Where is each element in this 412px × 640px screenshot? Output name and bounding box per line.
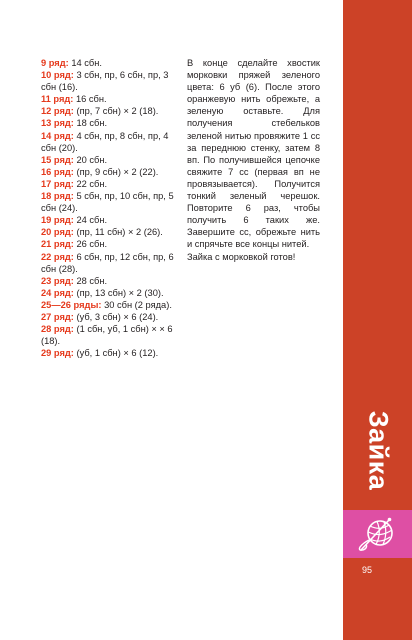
row-stitch-text: 4 сбн, пр, 8 сбн, пр, 4 сбн (20). xyxy=(41,130,169,153)
instruction-row xyxy=(41,154,177,166)
instruction-row xyxy=(41,166,177,178)
finishing-instructions-column xyxy=(187,57,320,263)
row-number-label: 10 ряд: xyxy=(41,70,74,81)
instruction-row xyxy=(41,69,177,93)
row-number-label: 29 ряд: xyxy=(41,348,74,359)
row-stitch-text: 16 сбн. xyxy=(73,94,107,105)
row-number-label: 22 ряд: xyxy=(41,251,74,262)
row-number-label: 23 ряд: xyxy=(41,275,74,286)
completion-line: Зайка с морковкой готов! xyxy=(187,251,296,262)
row-stitch-text: 24 сбн. xyxy=(73,215,108,226)
row-stitch-text: 30 сбн (2 ряда). xyxy=(101,299,172,310)
row-stitch-text: 6 сбн, пр, 12 сбн, пр, 6 сбн (28). xyxy=(41,251,174,274)
row-number-label: 13 ряд: xyxy=(41,118,74,129)
row-stitch-text: 18 сбн. xyxy=(73,118,108,129)
row-number-label: 25—26 ряды: xyxy=(41,299,102,310)
instruction-row xyxy=(41,105,177,117)
row-stitch-text: 28 сбн. xyxy=(73,275,108,286)
row-stitch-text: (пр, 13 сбн) × 2 (30). xyxy=(73,287,164,298)
row-number-label: 14 ряд: xyxy=(41,130,74,141)
instruction-row xyxy=(41,275,177,287)
instruction-row xyxy=(41,311,177,323)
row-stitch-text: (1 сбн, уб, 1 сбн) × × 6 (18). xyxy=(41,324,173,347)
chapter-title-text: Зайка xyxy=(363,410,393,490)
row-number-label: 12 ряд: xyxy=(41,106,74,117)
row-stitch-text: 3 сбн, пр, 6 сбн, пр, 3 сбн (16). xyxy=(41,70,169,93)
row-stitch-text: (пр, 7 сбн) × 2 (18). xyxy=(73,106,159,117)
instruction-row xyxy=(41,238,177,250)
instruction-row xyxy=(41,117,177,129)
row-number-label: 27 ряд: xyxy=(41,311,74,322)
instruction-row xyxy=(41,190,177,214)
row-instructions-column xyxy=(41,57,177,359)
instruction-row xyxy=(41,130,177,154)
instruction-row xyxy=(41,214,177,226)
instruction-row xyxy=(41,347,177,359)
instruction-row xyxy=(41,251,177,275)
chapter-title xyxy=(343,400,412,500)
row-number-label: 9 ряд: xyxy=(41,58,69,68)
row-stitch-text: 22 сбн. xyxy=(73,178,108,189)
row-number-label: 20 ряд: xyxy=(41,227,74,238)
row-number-label: 21 ряд: xyxy=(41,239,74,250)
instruction-row xyxy=(41,287,177,299)
instruction-row xyxy=(41,226,177,238)
row-number-label: 19 ряд: xyxy=(41,215,74,226)
row-number-label: 28 ряд: xyxy=(41,324,74,335)
row-stitch-text: 20 сбн. xyxy=(73,154,108,165)
instruction-row xyxy=(41,299,177,311)
yarn-icon-box xyxy=(343,510,412,558)
finishing-paragraph: В конце сделайте хвостик морковки пряжей зеленого цвета: 6 уб (6). После этого оранжевую нить обрежьте, а зеленую оставьте. Для получения стебельков зеленой нитью провяжите 1 сс за переднюю стенку, затем 8 вп. По получившейся цепочке свяжите 7 сс (первая вп не провязывается). Получится тонкий зеленый черешок. Повторите 6 раз, чтобы получить 6 таких же. Завершите сс, обрежьте нить и спрячьте все концы нитей. xyxy=(187,58,320,250)
row-stitch-text: 26 сбн. xyxy=(73,239,108,250)
row-number-label: 24 ряд: xyxy=(41,287,74,298)
row-number-label: 17 ряд: xyxy=(41,178,74,189)
row-stitch-text: (пр, 9 сбн) × 2 (22). xyxy=(73,166,159,177)
row-stitch-text: (пр, 11 сбн) × 2 (26). xyxy=(73,227,163,238)
instruction-row xyxy=(41,323,177,347)
row-stitch-text: 14 сбн. xyxy=(68,58,102,68)
row-number-label: 16 ряд: xyxy=(41,166,74,177)
yarn-ball-hook-icon xyxy=(355,514,401,554)
instruction-row xyxy=(41,93,177,105)
row-number-label: 18 ряд: xyxy=(41,191,74,202)
page-number: 95 xyxy=(361,565,372,575)
row-number-label: 11 ряд: xyxy=(41,94,74,105)
row-stitch-text: (уб, 1 сбн) × 6 (12). xyxy=(73,348,159,359)
row-stitch-text: 5 сбн, пр, 10 сбн, пр, 5 сбн (24). xyxy=(41,191,174,214)
instruction-row xyxy=(41,178,177,190)
instruction-row xyxy=(41,57,177,69)
row-number-label: 15 ряд: xyxy=(41,154,74,165)
row-stitch-text: (уб, 3 сбн) × 6 (24). xyxy=(73,311,159,322)
